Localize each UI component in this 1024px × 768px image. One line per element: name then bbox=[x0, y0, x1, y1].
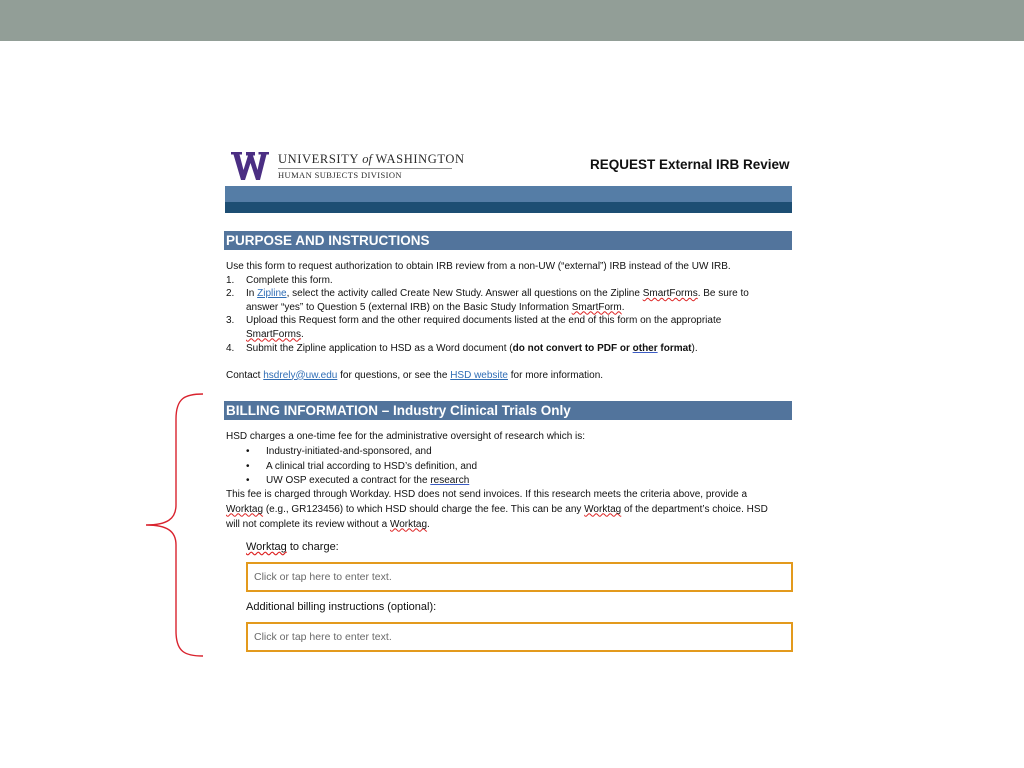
logo-divider bbox=[278, 168, 452, 169]
zipline-link[interactable]: Zipline bbox=[257, 288, 287, 299]
uw-w-logo-icon bbox=[231, 152, 269, 180]
worktag-label: Worktag to charge: bbox=[246, 541, 339, 553]
fee-line-1: This fee is charged through Workday. HSD does not send invoices. If this research meets the criteria above, provide a bbox=[226, 488, 748, 500]
header-band-dark bbox=[225, 202, 792, 213]
header-band-light bbox=[225, 186, 792, 202]
division-name: HUMAN SUBJECTS DIVISION bbox=[278, 170, 402, 180]
purpose-intro: Use this form to request authorization to obtain IRB review from a non-UW (“external”) IRB instead of the UW IRB. bbox=[226, 261, 731, 272]
university-name: UNIVERSITY of WASHINGTON bbox=[278, 152, 465, 166]
fee-line-3: will not complete its review without a Worktag. bbox=[226, 518, 430, 530]
step-3-continued: SmartForms. bbox=[246, 328, 304, 340]
billing-intro: HSD charges a one-time fee for the administrative oversight of research which is: bbox=[226, 431, 586, 442]
slide-top-bar bbox=[0, 0, 1024, 41]
billing-heading: BILLING INFORMATION – Industry Clinical Trials Only bbox=[224, 401, 792, 420]
additional-billing-label: Additional billing instructions (optional): bbox=[246, 601, 437, 613]
fee-line-2: Worktag (e.g., GR123456) to which HSD should charge the fee. This can be any Worktag of the department’s choice. HSD bbox=[226, 503, 768, 515]
purpose-heading: PURPOSE AND INSTRUCTIONS bbox=[224, 231, 792, 250]
red-brace-annotation-icon bbox=[145, 393, 207, 657]
contact-email-link[interactable]: hsdrely@uw.edu bbox=[263, 369, 338, 381]
worktag-input[interactable]: Click or tap here to enter text. bbox=[246, 562, 793, 592]
step-2-continued: answer “yes” to Question 5 (external IRB) on the Basic Study Information SmartForm. bbox=[246, 301, 625, 313]
hsd-website-link[interactable]: HSD website bbox=[450, 369, 508, 381]
additional-billing-input[interactable]: Click or tap here to enter text. bbox=[246, 622, 793, 652]
document-title: REQUEST External IRB Review bbox=[590, 157, 790, 172]
contact-line: Contact hsdrely@uw.edu for questions, or see the HSD website for more information. bbox=[226, 369, 604, 381]
